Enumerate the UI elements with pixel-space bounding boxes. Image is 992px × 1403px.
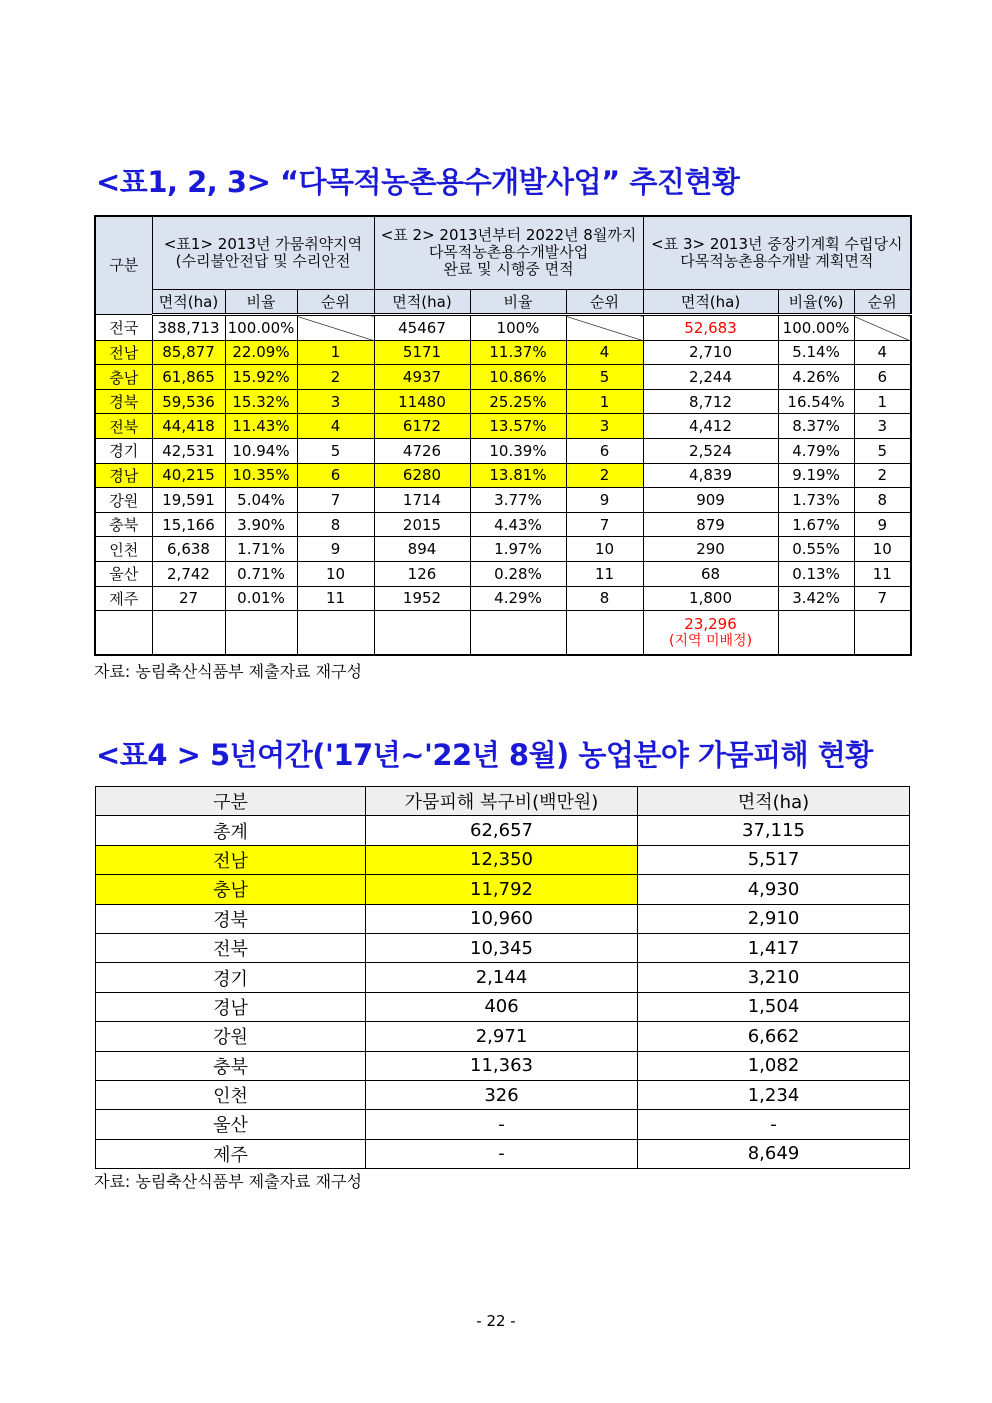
area-cell: 6,638 [152, 537, 225, 562]
region-cell: 충북 [95, 512, 152, 537]
table-row [95, 389, 911, 414]
area-cell: 15,166 [152, 512, 225, 537]
cost-cell: 62,657 [366, 816, 638, 845]
ratio-cell: 25.25% [470, 389, 566, 414]
header-table2-line1: <표 2> 2013년부터 2022년 8월까지 [380, 226, 637, 245]
rank-cell: 11 [297, 586, 374, 611]
section-title-1: <표1, 2, 3> “다목적농촌용수개발사업” 추진현황 [96, 165, 740, 199]
ratio-cell: 5.04% [225, 488, 297, 513]
subheader-row [95, 289, 911, 315]
header-table3-line1: <표 3> 2013년 중장기계획 수립당시 [651, 234, 903, 253]
region-cell: 전남 [96, 845, 366, 874]
region-cell: 충남 [96, 875, 366, 904]
header-table3-line2: 다목적농촌용수개발 계획면적 [680, 251, 874, 270]
ratio-cell: 0.71% [225, 562, 297, 587]
region-cell: 인천 [95, 537, 152, 562]
table-row [95, 439, 911, 464]
table-row [95, 414, 911, 439]
area-cell: 6,662 [638, 1022, 910, 1051]
ratio-cell: 100.00% [778, 315, 854, 341]
rank-cell: 6 [854, 365, 911, 390]
rank-cell: 9 [566, 488, 643, 513]
ratio-cell: 11.43% [225, 414, 297, 439]
area-cell: 3,210 [638, 963, 910, 992]
area-cell: 4,930 [638, 875, 910, 904]
table-row [96, 845, 910, 874]
area-cell: 388,713 [152, 315, 225, 341]
ratio-cell: 10.39% [470, 439, 566, 464]
region-cell: 강원 [96, 1022, 366, 1051]
area-cell: 1,417 [638, 933, 910, 962]
unassigned-row [95, 611, 911, 656]
area-cell: 2,524 [643, 439, 778, 464]
header-table1-line2: (수리불안전답 및 수리안전 [175, 251, 351, 270]
area-cell: 44,418 [152, 414, 225, 439]
rank-cell: 7 [854, 586, 911, 611]
area-cell: 4,412 [643, 414, 778, 439]
rank-cell: 8 [854, 488, 911, 513]
area-cell: 68 [643, 562, 778, 587]
region-cell: 전국 [95, 315, 152, 341]
area-cell: 1,234 [638, 1080, 910, 1109]
cost-cell: 406 [366, 992, 638, 1021]
region-cell: 경남 [95, 463, 152, 488]
ratio-cell: 100.00% [225, 315, 297, 341]
region-cell: 전북 [95, 414, 152, 439]
rank-cell: 5 [854, 439, 911, 464]
ratio-cell: 4.79% [778, 439, 854, 464]
area-cell: 6280 [374, 463, 470, 488]
header-table1-group [152, 216, 374, 289]
rank-cell: 3 [566, 414, 643, 439]
ratio-cell: 15.92% [225, 365, 297, 390]
region-cell: 제주 [95, 586, 152, 611]
area-cell: 6172 [374, 414, 470, 439]
header-table3-group [643, 216, 911, 289]
rank-cell: 8 [297, 512, 374, 537]
area-cell: 8,649 [638, 1139, 910, 1168]
area-cell: 11480 [374, 389, 470, 414]
area-cell: 894 [374, 537, 470, 562]
area-cell: 909 [643, 488, 778, 513]
region-cell: 전북 [96, 933, 366, 962]
unassigned-cell [643, 611, 778, 656]
unassigned-label: (지역 미배정) [669, 632, 753, 649]
area-cell: - [638, 1110, 910, 1139]
cost-cell: 11,792 [366, 875, 638, 904]
ratio-cell: 1.73% [778, 488, 854, 513]
subheader-cell: 비율 [470, 289, 566, 315]
area-cell: 85,877 [152, 340, 225, 365]
drought-header-row [96, 787, 910, 816]
ratio-cell: 1.67% [778, 512, 854, 537]
table-row [95, 586, 911, 611]
cost-cell: 326 [366, 1080, 638, 1109]
rank-cell: 4 [854, 340, 911, 365]
region-cell: 경기 [96, 963, 366, 992]
area-cell: 4937 [374, 365, 470, 390]
area-cell: 42,531 [152, 439, 225, 464]
ratio-cell: 9.19% [778, 463, 854, 488]
region-cell: 총계 [96, 816, 366, 845]
area-cell: 2,244 [643, 365, 778, 390]
region-cell: 강원 [95, 488, 152, 513]
source-note-2: 자료: 농림축산식품부 제출자료 재구성 [94, 1172, 362, 1191]
ratio-cell: 0.28% [470, 562, 566, 587]
ratio-cell: 16.54% [778, 389, 854, 414]
table-row [96, 933, 910, 962]
area-cell: 2,710 [643, 340, 778, 365]
area-cell: 5,517 [638, 845, 910, 874]
region-cell: 경북 [96, 904, 366, 933]
ratio-cell: 3.42% [778, 586, 854, 611]
area-cell: 4726 [374, 439, 470, 464]
table-row [96, 963, 910, 992]
ratio-cell: 0.01% [225, 586, 297, 611]
table-row [96, 992, 910, 1021]
area-cell: 2,742 [152, 562, 225, 587]
unassigned-value: 23,296 [684, 614, 737, 633]
page-number: - 22 - [476, 1312, 516, 1330]
rank-cell: 4 [297, 414, 374, 439]
table-row [95, 562, 911, 587]
header-gubun2: 구분 [96, 787, 366, 816]
area-cell: 61,865 [152, 365, 225, 390]
subheader-cell: 비율 [225, 289, 297, 315]
cost-cell: - [366, 1110, 638, 1139]
ratio-cell: 11.37% [470, 340, 566, 365]
table-row [96, 1051, 910, 1080]
ratio-cell: 22.09% [225, 340, 297, 365]
subheader-cell: 순위 [566, 289, 643, 315]
subheader-cell: 순위 [297, 289, 374, 315]
table-row [96, 1022, 910, 1051]
area-cell: 19,591 [152, 488, 225, 513]
rank-cell: 3 [854, 414, 911, 439]
header-area: 면적(ha) [638, 787, 910, 816]
region-cell: 제주 [96, 1139, 366, 1168]
ratio-cell: 10.86% [470, 365, 566, 390]
rank-cell: 9 [297, 537, 374, 562]
table-row [95, 365, 911, 390]
ratio-cell: 3.90% [225, 512, 297, 537]
table-row [96, 1139, 910, 1168]
table-row [95, 340, 911, 365]
ratio-cell: 15.32% [225, 389, 297, 414]
rank-cell: 4 [566, 340, 643, 365]
ratio-cell: 3.77% [470, 488, 566, 513]
region-cell: 경남 [96, 992, 366, 1021]
rank-cell: 2 [854, 463, 911, 488]
ratio-cell: 8.37% [778, 414, 854, 439]
rank-cell: 6 [297, 463, 374, 488]
area-cell: 8,712 [643, 389, 778, 414]
rank-cell: 11 [566, 562, 643, 587]
rank-cell: 7 [566, 512, 643, 537]
source-note-1: 자료: 농림축산식품부 제출자료 재구성 [94, 662, 362, 681]
subheader-cell: 면적(ha) [643, 289, 778, 315]
cost-cell: 11,363 [366, 1051, 638, 1080]
header-table2-line3: 완료 및 시행중 면적 [443, 260, 574, 279]
rank-cell [297, 315, 374, 341]
area-cell: 52,683 [643, 315, 778, 341]
header-cost: 가뭄피해 복구비(백만원) [366, 787, 638, 816]
ratio-cell: 0.55% [778, 537, 854, 562]
rank-cell: 7 [297, 488, 374, 513]
cost-cell: 2,971 [366, 1022, 638, 1051]
header-table2-group [374, 216, 643, 289]
subheader-cell: 면적(ha) [152, 289, 225, 315]
area-cell: 1,082 [638, 1051, 910, 1080]
area-cell: 2015 [374, 512, 470, 537]
cost-cell: 10,345 [366, 933, 638, 962]
region-cell: 인천 [96, 1080, 366, 1109]
region-cell: 울산 [95, 562, 152, 587]
table-row [95, 512, 911, 537]
region-cell: 울산 [96, 1110, 366, 1139]
ratio-cell: 5.14% [778, 340, 854, 365]
ratio-cell: 4.29% [470, 586, 566, 611]
region-cell: 충북 [96, 1051, 366, 1080]
rank-cell: 8 [566, 586, 643, 611]
table-row [95, 488, 911, 513]
header-table2-line2: 다목적농촌용수개발사업 [428, 243, 589, 262]
rank-cell: 10 [297, 562, 374, 587]
section-title-2: <표4 > 5년여간('17년~'22년 8월) 농업분야 가뭄피해 현황 [96, 738, 873, 772]
ratio-cell: 100% [470, 315, 566, 341]
table-row [96, 1080, 910, 1109]
irrigation-project-table [94, 215, 912, 656]
rank-cell: 1 [854, 389, 911, 414]
cost-cell: 10,960 [366, 904, 638, 933]
rank-cell: 2 [566, 463, 643, 488]
rank-cell: 5 [566, 365, 643, 390]
area-cell: 1,504 [638, 992, 910, 1021]
rank-cell: 10 [566, 537, 643, 562]
ratio-cell: 13.57% [470, 414, 566, 439]
ratio-cell: 13.81% [470, 463, 566, 488]
rank-cell: 11 [854, 562, 911, 587]
region-cell: 경북 [95, 389, 152, 414]
rank-cell: 5 [297, 439, 374, 464]
area-cell: 126 [374, 562, 470, 587]
area-cell: 59,536 [152, 389, 225, 414]
ratio-cell: 0.13% [778, 562, 854, 587]
area-cell: 45467 [374, 315, 470, 341]
ratio-cell: 10.35% [225, 463, 297, 488]
table-row [96, 816, 910, 845]
area-cell: 1952 [374, 586, 470, 611]
rank-cell: 1 [566, 389, 643, 414]
area-cell: 5171 [374, 340, 470, 365]
subheader-cell: 비율(%) [778, 289, 854, 315]
area-cell: 27 [152, 586, 225, 611]
area-cell: 1,800 [643, 586, 778, 611]
rank-cell: 6 [566, 439, 643, 464]
ratio-cell: 10.94% [225, 439, 297, 464]
drought-damage-table [95, 786, 910, 1169]
rank-cell: 1 [297, 340, 374, 365]
subheader-cell: 면적(ha) [374, 289, 470, 315]
rank-cell [566, 315, 643, 341]
area-cell: 290 [643, 537, 778, 562]
ratio-cell: 1.97% [470, 537, 566, 562]
cost-cell: 2,144 [366, 963, 638, 992]
region-cell: 경기 [95, 439, 152, 464]
rank-cell [854, 315, 911, 341]
cost-cell: - [366, 1139, 638, 1168]
area-cell: 37,115 [638, 816, 910, 845]
rank-cell: 10 [854, 537, 911, 562]
region-cell: 전남 [95, 340, 152, 365]
ratio-cell: 1.71% [225, 537, 297, 562]
rank-cell: 2 [297, 365, 374, 390]
area-cell: 4,839 [643, 463, 778, 488]
cost-cell: 12,350 [366, 845, 638, 874]
table-row [95, 463, 911, 488]
region-cell: 충남 [95, 365, 152, 390]
subheader-cell: 순위 [854, 289, 911, 315]
header-table1-line1: <표1> 2013년 가뭄취약지역 [163, 234, 363, 253]
table-row [95, 315, 911, 341]
area-cell: 2,910 [638, 904, 910, 933]
rank-cell: 9 [854, 512, 911, 537]
ratio-cell: 4.26% [778, 365, 854, 390]
table-row [96, 1110, 910, 1139]
table-row [96, 904, 910, 933]
ratio-cell: 4.43% [470, 512, 566, 537]
table-row [95, 537, 911, 562]
header-gubun: 구분 [95, 216, 152, 315]
area-cell: 40,215 [152, 463, 225, 488]
area-cell: 1714 [374, 488, 470, 513]
rank-cell: 3 [297, 389, 374, 414]
area-cell: 879 [643, 512, 778, 537]
table-row [96, 875, 910, 904]
